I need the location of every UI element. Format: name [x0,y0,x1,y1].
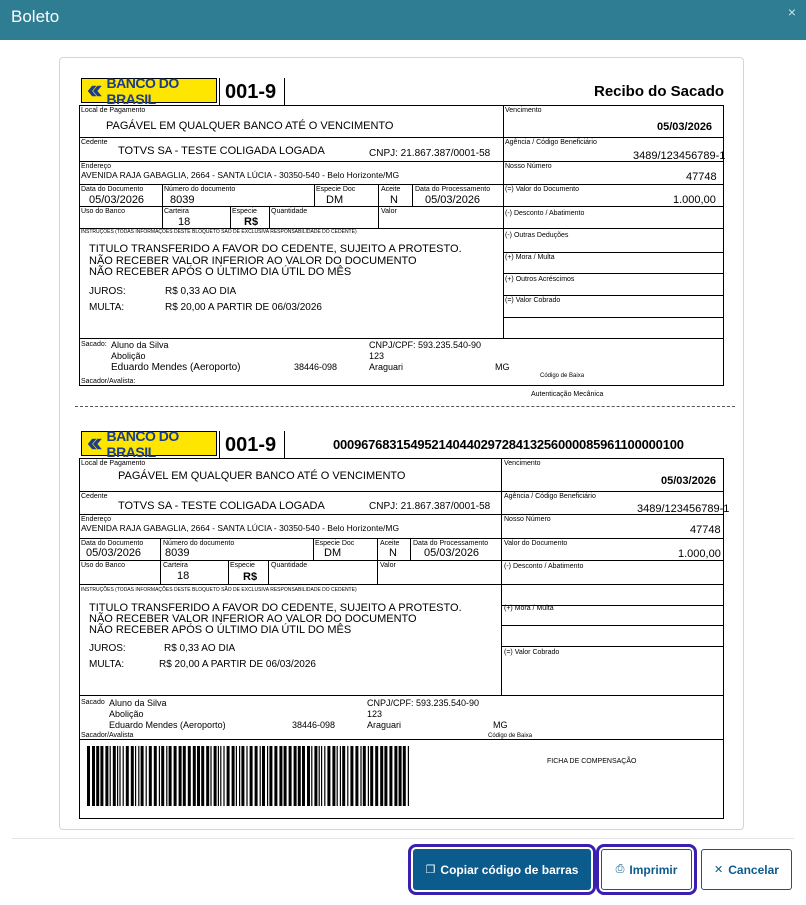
divider [160,538,161,560]
label-especie: Especie [232,208,257,215]
label-local-pagamento: Local de Pagamento [81,460,146,467]
label-vencimento: Vencimento [504,460,541,467]
label-uso-banco: Uso do Banco [81,562,125,569]
barcode-bar [179,746,182,806]
label-instrucoes: INSTRUÇÕES (TODAS INFORMAÇÕES DESTE BLOQUETO SÃO DE EXCLUSIVA RESPONSABILIDADE DO CEDENTE) [81,229,357,235]
bank-logo [81,74,217,107]
barcode-bar [314,746,317,806]
print-icon: ⎙ [615,863,625,875]
agencia: 3489/123456789-1 [637,503,730,515]
bank-code: 001-9 [225,81,277,103]
barcode-bar [87,746,90,806]
label-mora-multa: (+) Mora / Multa [504,605,554,612]
barcode-bar [218,746,219,806]
divider [377,538,378,560]
label-local-pagamento: Local de Pagamento [81,107,146,114]
barcode-bar [380,746,383,806]
nosso-numero: 47748 [686,171,717,183]
vencimento: 05/03/2026 [661,475,717,487]
barcode-bar [408,746,409,806]
label-quantidade: Quantidade [271,208,308,215]
barcode-bar [347,746,348,806]
especie: R$ [244,216,259,228]
divider [219,78,220,105]
label-agencia: Agência / Código Beneficiário [505,139,597,146]
label-aceite: Aceite [380,540,400,547]
multa: R$ 20,00 A PARTIR DE 06/03/2026 [165,302,322,313]
barcode-bar [146,746,147,806]
barcode-bar [193,746,196,806]
especie-doc: DM [326,194,344,206]
barcode-bar [113,746,116,806]
label-agencia: Agência / Código Beneficiário [504,493,596,500]
sacado-rua: Eduardo Mendes (Aeroporto) [109,720,226,730]
barcode-bar [302,746,305,806]
barcode-bar [262,746,265,806]
barcode-bar [384,746,387,806]
local-pagamento: PAGÁVEL EM QUALQUER BANCO ATÉ O VENCIMENTO [106,120,394,132]
divider [503,295,724,296]
multa-label: MULTA: [89,659,125,670]
bank-logo [81,427,217,460]
label-endereco: Endereço [81,163,111,170]
divider [410,538,411,560]
barcode-bar [169,746,172,806]
bank-code: 001-9 [225,434,277,456]
divider [503,105,504,338]
barcode-bar [223,746,224,806]
barcode-bar [307,746,310,806]
divider [79,739,724,740]
numero-documento: 8039 [165,547,190,559]
divider [79,137,724,138]
modal-title: Boleto [11,7,60,26]
instrucao-2: NÃO RECEBER VALOR INFERIOR AO VALOR DO DOCUMENTO [89,613,417,625]
barcode-bar [355,746,358,806]
label-numero-documento: Número do documento [164,186,236,193]
barcode-bar [319,746,320,806]
sacado-bairro: Abolição [111,351,146,361]
divider [162,206,163,228]
multa-label: MULTA: [89,302,125,313]
label-outros-acrescimos: (+) Outros Acréscimos [505,276,575,283]
divider [79,695,724,696]
bank-logo-icon [86,82,104,100]
sacado-cidade: Araguari [369,362,404,372]
barcode-bar [375,746,378,806]
sacado-cep: 38446-098 [294,362,338,372]
barcode-bar [105,746,108,806]
barcode-bar [210,746,211,806]
label-carteira: Carteira [163,562,188,569]
receipt-header: Recibo do Sacado [594,83,725,100]
barcode-bar [123,746,124,806]
valor-documento: 1.000,00 [678,548,721,560]
barcode-bar [294,746,297,806]
barcode [87,746,409,806]
barcode-bar [246,746,247,806]
divider [378,206,379,228]
carteira: 18 [177,570,190,582]
barcode-bar [141,746,144,806]
barcode-bar [110,746,111,806]
sacado-rua: Eduardo Mendes (Aeroporto) [111,362,241,373]
barcode-bar [149,746,152,806]
cnpj: CNPJ: 21.867.387/0001-58 [369,148,491,159]
divider [230,206,231,228]
label-nosso-numero: Nosso Número [505,163,552,170]
divider [79,514,724,515]
label-aceite: Aceite [381,186,401,193]
label-nosso-numero: Nosso Número [504,516,551,523]
digitable-line: 00096768315495214044029728413256000085961100000100 [333,437,684,452]
sacado-numero: 123 [369,351,385,361]
label-sacado: Sacado: [81,341,107,348]
barcode-bar [363,746,366,806]
barcode-bar [370,746,373,806]
divider [219,431,220,458]
barcode-bar [342,746,345,806]
barcode-bar [327,746,330,806]
close-icon[interactable]: × [787,4,796,20]
divider [162,184,163,206]
barcode-bar [260,746,261,806]
copy-barcode-label: Copiar código de barras [440,862,579,877]
divider [284,431,285,458]
divider [79,538,724,539]
divider [313,538,314,560]
label-data-documento: Data do Documento [81,186,144,193]
instrucao-2: NÃO RECEBER VALOR INFERIOR AO VALOR DO DOCUMENTO [89,255,417,267]
divider [503,252,724,253]
nosso-numero: 47748 [690,524,721,536]
barcode-bar [399,746,402,806]
barcode-bar [183,746,186,806]
cancel-label: Cancelar [728,862,779,877]
local-pagamento: PAGÁVEL EM QUALQUER BANCO ATÉ O VENCIMENTO [118,470,406,482]
endereco: AVENIDA RAJA GABAGLIA, 2664 - SANTA LÚCIA - 30350-540 - Belo Horizonte/MG [81,170,400,180]
divider [503,273,724,274]
sacado-nome: Aluno da Silva [109,698,167,708]
label-cedente: Cedente [81,493,108,500]
barcode-bar [284,746,287,806]
label-sacado: Sacado [81,699,105,706]
barcode-bar [236,746,237,806]
barcode-bar [161,746,164,806]
barcode-bar [298,746,301,806]
juros-label: JUROS: [89,286,126,297]
barcode-bar [269,746,272,806]
label-codigo-baixa: Código de Baixa [540,373,585,379]
barcode-bar [324,746,325,806]
vencimento: 05/03/2026 [657,121,713,133]
label-especie-doc: Especie Doc [315,540,355,547]
barcode-bar [117,746,118,806]
barcode-bar [250,746,253,806]
divider [501,458,502,695]
divider [503,317,724,318]
label-valor-cobrado: (=) Valor Cobrado [504,649,560,656]
divider [501,646,724,647]
barcode-bar [394,746,397,806]
data-processamento: 05/03/2026 [424,547,480,559]
sacado-bairro: Abolição [109,709,144,719]
barcode-bar [239,746,240,806]
label-uso-banco: Uso do Banco [81,208,125,215]
print-button[interactable] [601,849,692,890]
label-especie-doc: Especie Doc [316,186,356,193]
especie: R$ [243,571,258,583]
modal-header [0,0,806,40]
cut-line [75,406,735,407]
instrucao-3: NÃO RECEBER APÓS O ÚLTIMO DIA ÚTIL DO MÊS [89,266,352,278]
barcode-bar [311,746,312,806]
divider [377,560,378,584]
instrucao-3: NÃO RECEBER APÓS O ÚLTIMO DIA ÚTIL DO MÊS [89,624,352,636]
bank-name: BANCO DO BRASIL [106,427,179,460]
barcode-bar [154,746,157,806]
barcode-bar [166,746,167,806]
juros-label: JUROS: [89,643,126,654]
multa: R$ 20,00 A PARTIR DE 06/03/2026 [159,659,316,670]
label-endereco: Endereço [81,516,111,523]
data-processamento: 05/03/2026 [425,194,481,206]
label-data-documento: Data do Documento [81,540,144,547]
sacado-cpf: CNPJ/CPF: 593.235.540-90 [367,698,480,708]
label-sacador: Sacador/Avalista: [81,378,136,385]
sacado-uf: MG [495,362,510,372]
barcode-bar [389,746,392,806]
barcode-bar [100,746,103,806]
label-instrucoes: INSTRUÇÕES (TODAS INFORMAÇÕES DESTE BLOQUETO SÃO DE EXCLUSIVA RESPONSABILIDADE DO CEDENTE) [81,587,357,593]
divider [79,184,724,185]
divider [268,560,269,584]
barcode-bar [214,746,217,806]
barcode-bar [274,746,277,806]
divider [501,625,724,626]
divider [269,206,270,228]
cnpj: CNPJ: 21.867.387/0001-58 [369,501,491,512]
divider [79,161,724,162]
ficha-compensacao-label: FICHA DE COMPENSAÇÃO [547,758,637,765]
valor-documento: 1.000,00 [673,194,716,206]
barcode-bar [279,746,282,806]
label-valor: Valor [380,562,396,569]
bank-logo-icon [86,435,104,453]
barcode-bar [138,746,139,806]
barcode-bar [119,746,120,806]
copy-barcode-button[interactable] [413,849,591,890]
label-codigo-baixa: Código de Baixa [488,733,533,739]
juros: R$ 0,33 AO DIA [165,286,237,297]
label-carteira: Carteira [164,208,189,215]
barcode-bar [126,746,129,806]
numero-documento: 8039 [170,194,195,206]
label-valor: Valor [381,208,397,215]
barcode-bar [321,746,322,806]
divider [79,584,724,585]
sacado-uf: MG [493,720,508,730]
sacado-cep: 38446-098 [292,720,336,730]
label-numero-documento: Número do documento [163,540,235,547]
copy-icon: ❐ [425,864,436,876]
label-vencimento: Vencimento [505,107,542,114]
label-valor-documento: (=) Valor do Documento [505,186,579,193]
barcode-bar [232,746,235,806]
cedente: TOTVS SA - TESTE COLIGADA LOGADA [118,145,325,157]
barcode-bar [135,746,136,806]
label-data-processamento: Data do Processamento [413,540,489,547]
barcode-bar [332,746,335,806]
sacado-cidade: Araguari [367,720,402,730]
barcode-bar [206,746,209,806]
cancel-button[interactable] [701,849,792,890]
agencia: 3489/123456789-1 [633,150,726,162]
footer-divider [12,838,794,839]
data-documento: 05/03/2026 [89,194,145,206]
barcode-bar [220,746,221,806]
barcode-bar [131,746,134,806]
label-especie: Especie [230,562,255,569]
barcode-bar [368,746,369,806]
barcode-bar [350,746,353,806]
aceite: N [389,547,397,559]
label-valor-cobrado: (=) Valor Cobrado [505,297,561,304]
endereco: AVENIDA RAJA GABAGLIA, 2664 - SANTA LÚCIA - 30350-540 - Belo Horizonte/MG [81,523,400,533]
divider [79,338,724,339]
label-quantidade: Quantidade [271,562,308,569]
divider [378,184,379,206]
barcode-bar [340,746,341,806]
divider [284,78,285,105]
label-mora-multa: (+) Mora / Multa [505,254,555,261]
divider [79,560,724,561]
divider [79,206,724,207]
divider [160,560,161,584]
divider [412,184,413,206]
barcode-bar [337,746,338,806]
cedente: TOTVS SA - TESTE COLIGADA LOGADA [118,500,325,512]
label-cedente: Cedente [81,139,108,146]
carteira: 18 [178,216,191,228]
divider [79,491,724,492]
close-icon: ✕ [714,864,724,876]
barcode-bar [188,746,191,806]
barcode-bar [227,746,230,806]
aceite: N [390,194,398,206]
barcode-bar [255,746,258,806]
barcode-bar [92,746,95,806]
barcode-bar [96,746,99,806]
autenticacao-mecanica: Autenticação Mecânica [531,391,604,398]
label-desconto: (-) Desconto / Abatimento [505,210,585,217]
label-desconto: (-) Desconto / Abatimento [504,563,584,570]
label-data-processamento: Data do Processamento [415,186,491,193]
especie-doc: DM [324,547,342,559]
sacado-nome: Aluno da Silva [111,340,169,350]
label-valor-documento: Valor do Documento [504,540,568,547]
instrucao-1: TITULO TRANSFERIDO A FAVOR DO CEDENTE, SUJEITO A PROTESTO. [89,602,462,614]
sacado-cpf: CNPJ/CPF: 593.235.540-90 [369,340,482,350]
barcode-bar [289,746,292,806]
barcode-bar [403,746,406,806]
bank-name: BANCO DO BRASIL [106,74,179,107]
barcode-bar [159,746,160,806]
sacado-numero: 123 [367,709,383,719]
instrucao-1: TITULO TRANSFERIDO A FAVOR DO CEDENTE, SUJEITO A PROTESTO. [89,243,462,255]
label-outras-deducoes: (-) Outras Deduções [505,232,569,239]
barcode-bar [174,746,177,806]
label-sacador: Sacador/Avalista [81,732,134,739]
data-documento: 05/03/2026 [86,547,142,559]
print-label: Imprimir [629,862,678,877]
barcode-bar [201,746,204,806]
divider [314,184,315,206]
barcode-bar [241,746,244,806]
barcode-bar [360,746,361,806]
divider [228,560,229,584]
juros: R$ 0,33 AO DIA [164,643,236,654]
barcode-bar [267,746,268,806]
barcode-bar [197,746,200,806]
